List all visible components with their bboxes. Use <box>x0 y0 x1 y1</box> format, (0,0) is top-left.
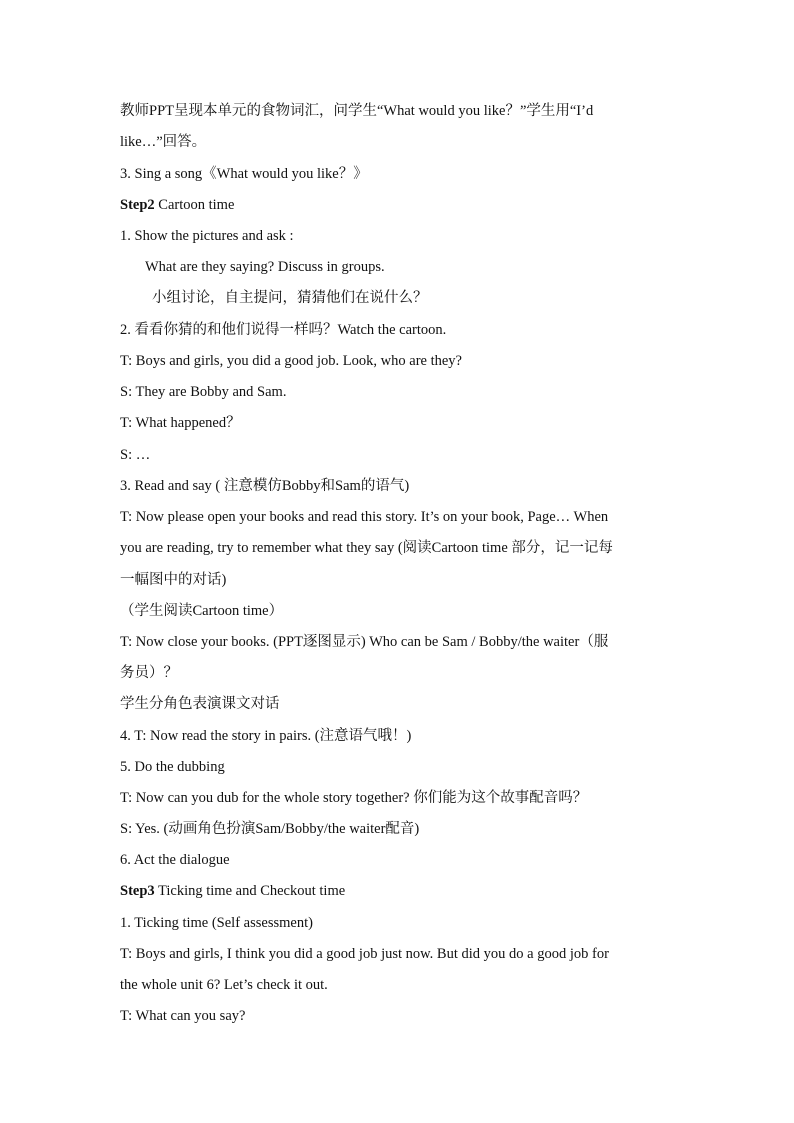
text-line: 学生分角色表演课文对话 <box>120 696 280 712</box>
step-title: Cartoon time <box>154 197 235 213</box>
text-line: T: Now please open your books and read this story. It’s on your book, Page… When <box>120 509 609 525</box>
text-line: like…”回答。 <box>120 134 207 150</box>
step-heading <box>120 195 234 215</box>
text-line: 3. Sing a song《What would you like？》 <box>120 166 368 182</box>
text-line: S: … <box>120 447 151 463</box>
step-label: Step3 <box>120 883 155 899</box>
text-line: S: Yes. (动画角色扮演Sam/Bobby/the waiter配音) <box>120 821 420 837</box>
text-line: 务员）？ <box>120 665 178 681</box>
text-line: 一幅图中的对话) <box>120 572 227 588</box>
step-heading <box>120 881 345 901</box>
text-line: 小组讨论，自主提问，猜猜他们在说什么？ <box>152 290 428 306</box>
text-line: 教师PPT呈现本单元的食物词汇，问学生“What would you like？”学生用“I’d <box>120 103 594 119</box>
text-line: 1. Ticking time (Self assessment) <box>120 915 313 931</box>
text-line: What are they saying? Discuss in groups. <box>145 259 385 275</box>
text-line: T: What happened？ <box>120 415 241 431</box>
text-line: T: Now close your books. (PPT逐图显示) Who can be Sam / Bobby/the waiter（服 <box>120 634 609 650</box>
text-line: you are reading, try to remember what they say (阅读Cartoon time 部分，记一记每 <box>120 540 613 556</box>
text-line: the whole unit 6? Let’s check it out. <box>120 977 328 993</box>
step-title: Ticking time and Checkout time <box>154 883 346 899</box>
text-line: T: Now can you dub for the whole story together? 你们能为这个故事配音吗？ <box>120 790 588 806</box>
text-line: T: What can you say? <box>120 1008 246 1024</box>
step-label: Step2 <box>120 197 155 213</box>
text-line: 6. Act the dialogue <box>120 852 230 868</box>
text-line: T: Boys and girls, I think you did a good job just now. But did you do a good job for <box>120 946 609 962</box>
text-line: 1. Show the pictures and ask : <box>120 228 294 244</box>
text-line: 5. Do the dubbing <box>120 759 225 775</box>
text-line: 3. Read and say ( 注意模仿Bobby和Sam的语气) <box>120 478 410 494</box>
text-line: S: They are Bobby and Sam. <box>120 384 287 400</box>
text-line: T: Boys and girls, you did a good job. Look, who are they? <box>120 353 462 369</box>
text-line: 2. 看看你猜的和他们说得一样吗？Watch the cartoon. <box>120 322 447 338</box>
text-line: （学生阅读Cartoon time） <box>120 603 284 619</box>
text-line: 4. T: Now read the story in pairs. (注意语气哦！) <box>120 728 412 744</box>
